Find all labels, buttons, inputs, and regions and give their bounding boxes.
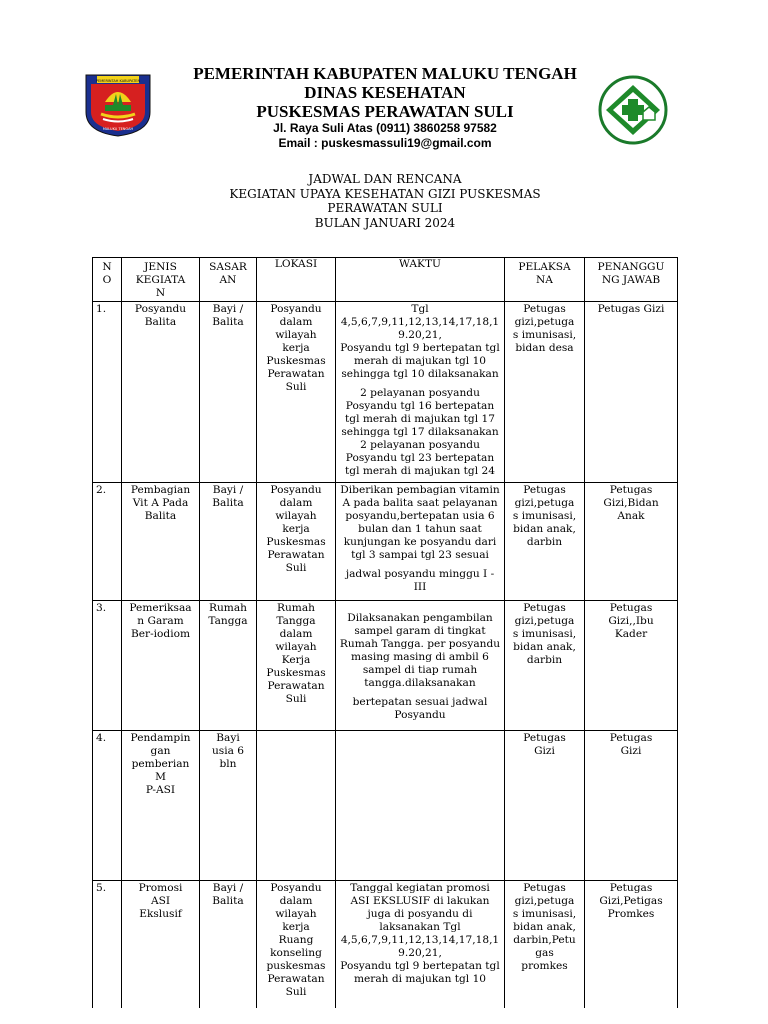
cell-sasaran: Bayi / Balita (200, 302, 257, 483)
cell-pelaksana: Petugas Gizi (505, 731, 585, 881)
waktu-text-a: Tgl 4,5,6,7,9,11,12,13,14,17,18,1 9.20,21, Posyandu tgl 9 bertepatan tgl merah di majukan tgl 10 sehingga tgl 10 dilaksanakan (340, 303, 500, 380)
crest-top-text: PEMERINTAH KABUPATEN (95, 79, 141, 83)
header-jenis (122, 258, 200, 302)
cell-penanggung: Petugas Gizi,,Ibu Kader (585, 601, 678, 731)
cell-no: 5. (93, 881, 122, 1008)
email-line: Email : puskesmassuli19@gmail.com (278, 136, 492, 150)
address-line: Jl. Raya Suli Atas (0911) 3860258 97582 (273, 121, 497, 135)
document-title (180, 172, 590, 230)
cell-sasaran: Bayi / Balita (200, 881, 257, 1008)
title-line-1: JADWAL DAN RENCANA (308, 172, 462, 186)
government-name: PEMERINTAH KABUPATEN MALUKU TENGAH (193, 64, 577, 83)
cell-jenis: Pemeriksaa n Garam Ber-iodiom (122, 601, 200, 731)
cell-lokasi: Posyandu dalam wilayah kerja Puskesmas Perawatan Suli (257, 302, 336, 483)
title-line-2: KEGIATAN UPAYA KESEHATAN GIZI PUSKESMAS (229, 186, 541, 201)
puskesmas-name: PUSKESMAS PERAWATAN SULI (256, 102, 514, 121)
waktu-text-b: jadwal posyandu minggu I - III (345, 568, 495, 593)
header-sasaran (200, 258, 257, 302)
cell-jenis: Pembagian Vit A Pada Balita (122, 483, 200, 601)
table-header-row (93, 258, 678, 302)
cell-penanggung: Petugas Gizi (585, 731, 678, 881)
cell-pelaksana: Petugas gizi,petuga s imunisasi, bidan anak, darbin (505, 601, 585, 731)
cell-sasaran: Rumah Tangga (200, 601, 257, 731)
cell-pelaksana: Petugas gizi,petuga s imunisasi, bidan anak, darbin (505, 483, 585, 601)
department-name: DINAS KESEHATAN (304, 83, 466, 102)
cell-no: 1. (93, 302, 122, 483)
cell-pelaksana: Petugas gizi,petuga s imunisasi, bidan anak, darbin,Petu gas promkes (505, 881, 585, 1008)
letterhead-text (160, 64, 610, 151)
crest-bottom-text: MALUKU TENGAH (102, 127, 134, 131)
cell-penanggung: Petugas Gizi,Bidan Anak (585, 483, 678, 601)
puskesmas-logo (597, 74, 669, 146)
header-penanggung (585, 258, 678, 302)
cell-jenis: Pendampin gan pemberian M P-ASI (122, 731, 200, 881)
table-row (93, 483, 678, 601)
waktu-text-b: bertepatan sesuai jadwal Posyandu (352, 696, 488, 721)
schedule-table (92, 257, 678, 1008)
cell-lokasi: Posyandu dalam wilayah kerja Ruang konseling puskesmas Perawatan Suli (257, 881, 336, 1008)
cell-waktu (336, 302, 505, 483)
letterhead (0, 64, 768, 159)
header-no (93, 258, 122, 302)
cell-waktu (336, 881, 505, 1008)
cell-lokasi (257, 731, 336, 881)
waktu-text-a: Diberikan pembagian vitamin A pada balita saat pelayanan posyandu,bertepatan usia 6 bulan dan 1 tahun saat kunjungan ke posyandu dari tgl 3 sampai tgl 23 sesuai (340, 484, 500, 561)
cell-waktu (336, 731, 505, 881)
cell-lokasi: Posyandu dalam wilayah kerja Puskesmas Perawatan Suli (257, 483, 336, 601)
table-row (93, 731, 678, 881)
title-line-3: PERAWATAN SULI (327, 201, 443, 215)
maluku-tengah-crest-logo (83, 72, 153, 138)
title-line-4: BULAN JANUARI 2024 (314, 215, 456, 230)
header-pelaksana (505, 258, 585, 302)
table-row (93, 601, 678, 731)
header-sasaran-label: SASAR AN (209, 261, 247, 286)
header-pelaksana-label: PELAKSA NA (518, 261, 571, 286)
cell-lokasi: Rumah Tangga dalam wilayah Kerja Puskesmas Perawatan Suli (257, 601, 336, 731)
header-waktu-label: WAKTU (399, 258, 441, 270)
table-row (93, 881, 678, 1008)
header-no-label: N O (102, 261, 112, 286)
cell-no: 2. (93, 483, 122, 601)
cell-jenis: Posyandu Balita (122, 302, 200, 483)
table-row (93, 302, 678, 483)
waktu-text-b: 2 pelayanan posyandu Posyandu tgl 16 bertepatan tgl merah di majukan tgl 17 sehingga tgl 17 dilaksanakan 2 pelayanan posyandu Posyandu tgl 23 bertepatan tgl merah di majukan tgl 24 (341, 387, 499, 477)
cell-sasaran: Bayi / Balita (200, 483, 257, 601)
cell-penanggung: Petugas Gizi,Petigas Promkes (585, 881, 678, 1008)
cell-sasaran: Bayi usia 6 bln (200, 731, 257, 881)
cell-waktu (336, 483, 505, 601)
waktu-text-a: Tanggal kegiatan promosi ASI EKSLUSIF di lakukan juga di posyandu di laksanakan Tgl 4,5,6,7,9,11,12,13,14,17,18,1 9.20,21, Posyandu tgl 9 bertepatan tgl merah di majukan tgl 10 (340, 882, 500, 985)
header-jenis-label: JENIS KEGIATA N (135, 261, 186, 299)
cell-penanggung: Petugas Gizi (585, 302, 678, 483)
header-lokasi-label: LOKASI (274, 258, 318, 270)
cell-pelaksana: Petugas gizi,petuga s imunisasi, bidan desa (505, 302, 585, 483)
cell-no: 3. (93, 601, 122, 731)
header-waktu (336, 258, 505, 302)
header-lokasi (257, 258, 336, 302)
cell-no: 4. (93, 731, 122, 881)
waktu-text-a: Dilaksanakan pengambilan sampel garam di tingkat Rumah Tangga. per posyandu masing masing di ambil 6 sampel di tiap rumah tangga.dilaksanakan (339, 612, 501, 689)
cell-waktu (336, 601, 505, 731)
cell-jenis: Promosi ASI Ekslusif (122, 881, 200, 1008)
header-penanggung-label: PENANGGU NG JAWAB (597, 261, 665, 286)
